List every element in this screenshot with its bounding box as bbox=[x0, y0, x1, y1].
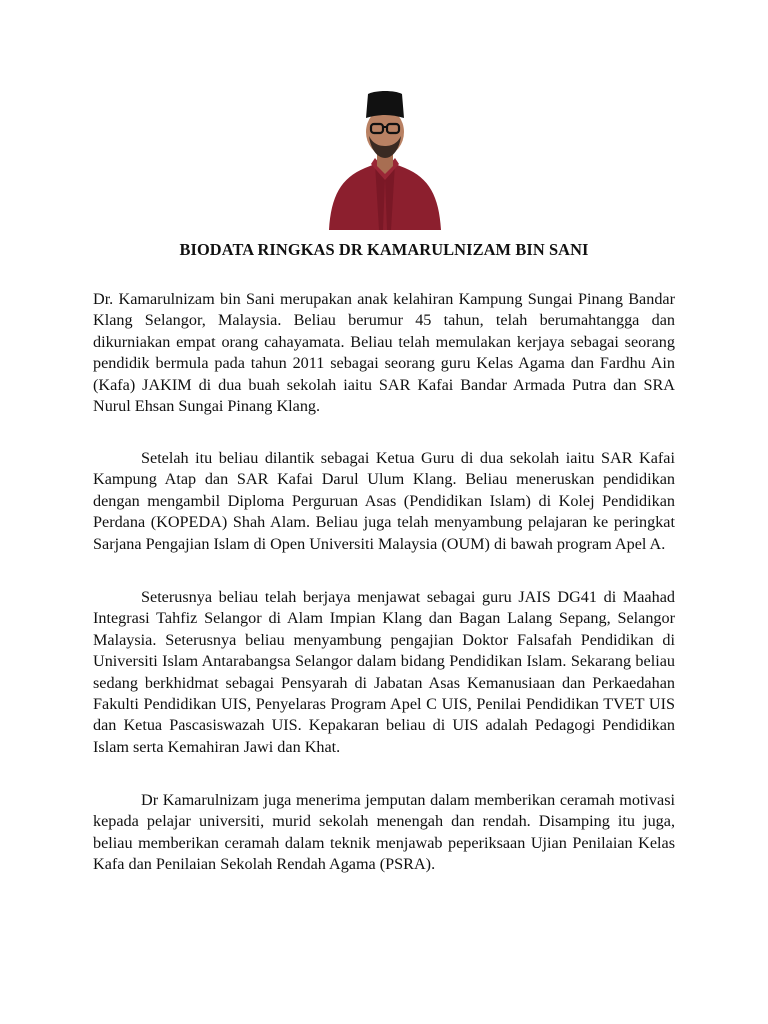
portrait-photo bbox=[327, 86, 443, 230]
paragraph-1: Dr. Kamarulnizam bin Sani merupakan anak kelahiran Kampung Sungai Pinang Bandar Klang Selangor, Malaysia. Beliau berumur 45 tahun, telah berumahtangga dan dikurniakan empat orang cahayamata. Beliau telah memulakan kerjaya sebagai seorang pendidik bermula pada tahun 2011 sebagai seorang guru Kelas Agama dan Fardhu Ain (Kafa) JAKIM di dua buah sekolah iaitu SAR Kafai Bandar Armada Putra dan SRA Nurul Ehsan Sungai Pinang Klang. bbox=[93, 290, 675, 416]
paragraph-2: Setelah itu beliau dilantik sebagai Ketua Guru di dua sekolah iaitu SAR Kafai Kampung Atap dan SAR Kafai Darul Ulum Klang. Beliau meneruskan pendidikan dengan mengambil Diploma Perguruan Asas (Pendidikan Islam) di Kolej Pendidikan Perdana (KOPEDA) Shah Alam. Beliau juga telah menyambung pelajaran ke peringkat Sarjana Pengajian Islam di Open Universiti Malaysia (OUM) di bawah program Apel A. bbox=[93, 449, 675, 553]
paragraph-4: Dr Kamarulnizam juga menerima jemputan dalam memberikan ceramah motivasi kepada pelajar universiti, murid sekolah menengah dan rendah. Disamping itu juga, beliau memberikan ceramah dalam teknik menjawab peperiksaan Ujian Penilaian Kelas Kafa dan Penilaian Sekolah Rendah Agama (PSRA). bbox=[93, 791, 675, 874]
paragraph-3: Seterusnya beliau telah berjaya menjawat sebagai guru JAIS DG41 di Maahad Integrasi Tahfiz Selangor di Alam Impian Klang dan Bagan Lalang Sepang, Selangor Malaysia. Seterusnya beliau menyambung pengajian Doktor Falsafah Pendidikan di Universiti Islam Antarabangsa Selangor dalam bidang Pendidikan Islam. Sekarang beliau sedang berkhidmat sebagai Pensyarah di Jabatan Asas Kemanusiaan dan Perkaedahan Fakulti Pendidikan UIS, Penyelaras Program Apel C UIS, Penilai Pendidikan TVET UIS dan Ketua Pascasiswazah UIS. Kepakaran beliau di UIS adalah Pedagogi Pendidikan Islam serta Kemahiran Jawi dan Khat. bbox=[93, 588, 675, 756]
page-title: BIODATA RINGKAS DR KAMARULNIZAM BIN SANI bbox=[179, 240, 589, 259]
